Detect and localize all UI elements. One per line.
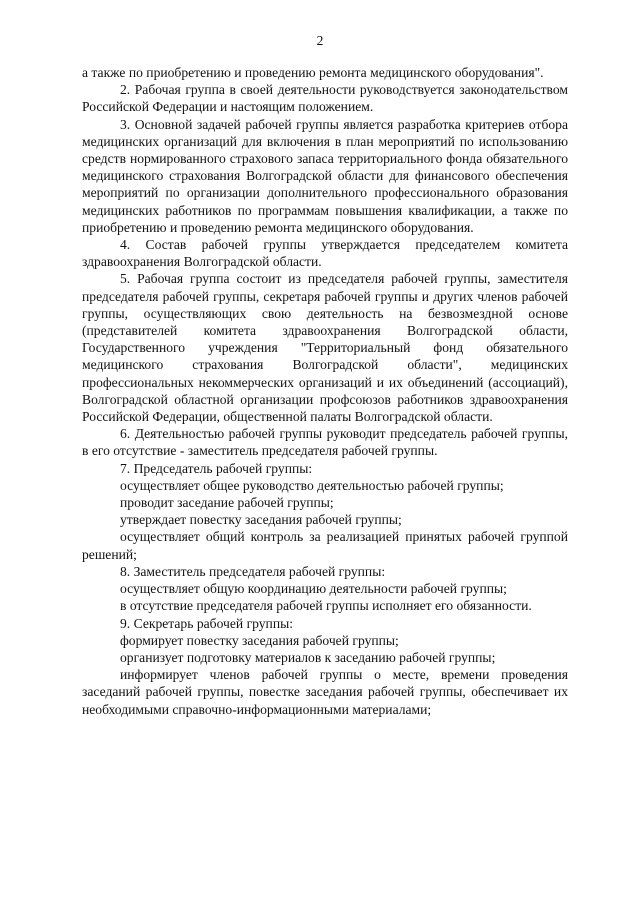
paragraph-deputy-duty-1: осуществляет общую координацию деятельности рабочей группы;: [120, 581, 507, 597]
paragraph-item-7-heading: 7. Председатель рабочей группы:: [120, 460, 313, 476]
paragraph-secretary-duty-1: формирует повестку заседания рабочей группы;: [120, 632, 399, 648]
paragraph-secretary-duty-2: организует подготовку материалов к заседанию рабочей группы;: [120, 649, 496, 665]
paragraph-chair-duty-1: осуществляет общее руководство деятельностью рабочей группы;: [120, 477, 504, 493]
paragraph-item-3: 3. Основной задачей рабочей группы является разработка критериев отбора медицинских организаций для включения в план мероприятий по использованию средств нормированного страхового запаса территориального фонда обязательного медицинского страхования Волгоградской области для финансового обеспечения мероприятий по организации дополнительного профессионального образования медицинских работников по программам повышения квалификации, а также по приобретению и проведению ремонта медицинского оборудования.: [82, 116, 568, 235]
paragraph-continuation: а также по приобретению и проведению ремонта медицинского оборудования".: [82, 65, 544, 80]
page-number: 2: [316, 33, 324, 48]
paragraph-chair-duty-2: проводит заседание рабочей группы;: [120, 495, 334, 511]
paragraph-item-6: 6. Деятельностью рабочей группы руководит председатель рабочей группы, в его отсутствие - заместитель председателя рабочей группы.: [82, 426, 568, 459]
paragraph-item-8-heading: 8. Заместитель председателя рабочей группы:: [120, 563, 386, 579]
paragraph-item-9-heading: 9. Секретарь рабочей группы:: [120, 615, 294, 631]
paragraph-secretary-duty-3: информирует членов рабочей группы о месте, времени проведения заседаний рабочей группы, повестке заседания рабочей группы, обеспечивает их необходимыми справочно-информационными материалами;: [82, 667, 568, 717]
document-body: [82, 64, 568, 718]
paragraph-chair-duty-3: утверждает повестку заседания рабочей группы;: [120, 512, 402, 528]
paragraph-item-5: 5. Рабочая группа состоит из председателя рабочей группы, заместителя председателя рабочей группы, секретаря рабочей группы и других членов рабочей группы, осуществляющих свою деятельность на безвозмездной основе (представителей комитета здравоохранения Волгоградской области, Государственного учреждения "Территориальный фонд обязательного медицинского страхования Волгоградской области", медицинских профессиональных некоммерческих организаций и их объединений (ассоциаций), Волгоградской областной организации профсоюзов работников здравоохранения Российской Федерации, общественной палаты Волгоградской области.: [82, 271, 568, 425]
paragraph-chair-duty-4: осуществляет общий контроль за реализацией принятых рабочей группой решений;: [82, 529, 568, 562]
paragraph-item-2: 2. Рабочая группа в своей деятельности руководствуется законодательством Российской Федерации и настоящим положением.: [82, 82, 568, 115]
paragraph-deputy-duty-2: в отсутствие председателя рабочей группы исполняет его обязанности.: [120, 598, 532, 614]
paragraph-item-4: 4. Состав рабочей группы утверждается председателем комитета здравоохранения Волгоградской области.: [82, 237, 568, 270]
